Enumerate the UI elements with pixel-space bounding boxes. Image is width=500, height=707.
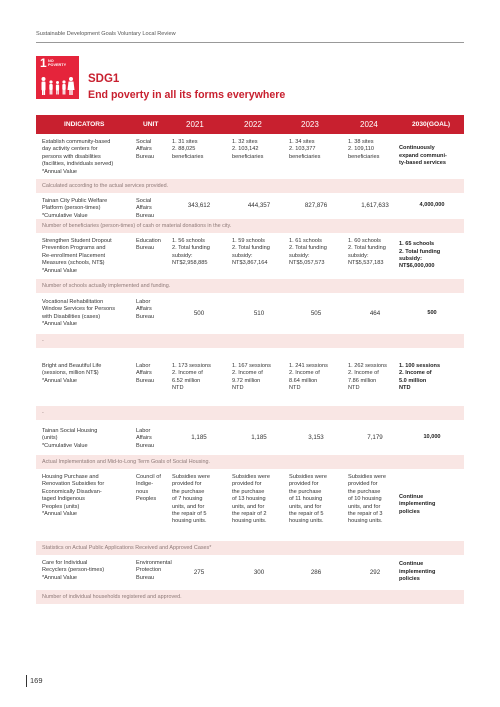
value-cell-2022 — [232, 569, 286, 576]
unit-cell-line: Affairs — [136, 205, 152, 212]
value-cell-2024-line: 2. Income of — [348, 370, 379, 377]
value-cell-2021-line: of 7 housing — [172, 496, 203, 503]
value-cell-2022-line: 444,357 — [247, 202, 271, 209]
value-cell-2022-line: 2. Total funding — [232, 245, 270, 252]
table-row — [36, 193, 464, 219]
indicator-cell-line: Establish community-based — [42, 139, 111, 145]
value-cell-2023-line: 3,153 — [308, 433, 324, 441]
indicator-cell — [42, 238, 134, 275]
value-cell-2022-line: 1. 167 sessions — [232, 363, 271, 369]
indicator-cell-line: Recyclers (person-times) — [42, 567, 105, 574]
value-cell-2021-line: subsidy: — [172, 252, 193, 259]
goal-cell — [399, 494, 459, 516]
value-cell-2021 — [172, 434, 226, 441]
value-cell-2024-line: the purchase — [348, 488, 381, 495]
goal-cell — [402, 202, 462, 209]
value-cell-2024-line: Subsidies were — [348, 474, 386, 480]
value-cell-2024-line: 7.86 million — [348, 377, 377, 384]
goal-cell-line: NTD — [399, 385, 411, 392]
value-cell-2021-line: 6.52 million — [172, 377, 201, 384]
value-cell-2023 — [289, 139, 343, 161]
value-cell-2024-line: 464 — [369, 309, 381, 317]
value-cell-2024-line: of 10 housing — [348, 496, 382, 503]
value-cell-2024 — [348, 363, 402, 393]
value-cell-2022 — [232, 474, 286, 526]
value-cell-2021-line: housing units. — [172, 518, 207, 525]
value-cell-2023-line: beneficiaries — [289, 153, 321, 160]
table-row — [36, 469, 464, 541]
page-number-text: 169 — [30, 676, 43, 685]
value-cell-2023 — [289, 310, 343, 317]
unit-cell-line: Labor — [136, 428, 151, 434]
value-cell-2024 — [348, 434, 402, 441]
value-cell-2021-line: beneficiaries — [172, 153, 204, 160]
header-divider — [36, 42, 464, 43]
unit-cell-line: Affairs — [136, 146, 152, 153]
value-cell-2023-line: 1. 241 sessions — [289, 363, 328, 369]
indicator-cell-line: Window Services for Persons — [42, 306, 116, 313]
unit-cell — [136, 474, 174, 504]
value-cell-2022-line: of 13 housing — [232, 496, 266, 503]
value-cell-2022-line: 2. 103,142 — [232, 146, 259, 153]
value-cell-2024-line: 1. 60 schools — [348, 238, 381, 244]
indicator-cell-line: with Disabilities (cases) — [42, 313, 101, 320]
value-cell-2021 — [172, 363, 226, 393]
sdg-badge-number: 1 — [40, 56, 47, 70]
value-cell-2023-line: the purchase — [289, 488, 322, 495]
unit-cell — [136, 363, 174, 385]
value-cell-2024 — [348, 474, 402, 526]
value-cell-2022 — [232, 202, 286, 209]
value-cell-2023-line: 505 — [310, 309, 322, 317]
indicator-cell-line: Prevention Programs and — [42, 245, 106, 252]
value-cell-2023-line: 827,876 — [304, 202, 328, 209]
indicator-cell-line: *Annual Value — [42, 377, 78, 384]
value-cell-2023-line: 286 — [310, 568, 322, 576]
value-cell-2023 — [289, 202, 343, 209]
unit-cell-line: Bureau — [136, 153, 155, 160]
value-cell-2021-line: NTD — [172, 385, 184, 392]
value-cell-2021-line: 1. 56 schools — [172, 238, 205, 244]
goal-cell-line: 1. 100 sessions — [399, 363, 441, 369]
value-cell-2021 — [172, 569, 226, 576]
indicator-cell-line: Renovation Subsidies for — [42, 481, 105, 488]
value-cell-2022-line: housing units. — [232, 518, 267, 525]
goal-cell-line: expand communi- — [399, 152, 447, 159]
value-cell-2024 — [348, 310, 402, 317]
row-note: Statistics on Actual Public Applications Received and Approved Cases* — [36, 541, 464, 555]
value-cell-2021-line: Subsidies were — [172, 474, 210, 480]
indicator-cell-line: Housing Purchase and — [42, 474, 99, 480]
value-cell-2021-line: 343,612 — [187, 202, 211, 209]
goal-cell — [399, 145, 459, 167]
value-cell-2022-line: the purchase — [232, 488, 265, 495]
value-cell-2023-line: the repair of 5 — [289, 511, 324, 518]
indicator-cell-line: (facilities, individuals served) — [42, 161, 114, 168]
value-cell-2022-line: 9.72 million — [232, 377, 261, 384]
value-cell-2021-line: 1. 173 sessions — [172, 363, 211, 369]
header-2024: 2024 — [360, 120, 378, 129]
row-note: - — [36, 334, 464, 348]
indicator-cell — [42, 474, 134, 518]
unit-cell-line: Bureau — [136, 377, 155, 384]
indicator-cell-line: (units) — [42, 435, 58, 442]
row-note: Calculated according to the actual services provided. — [36, 179, 464, 193]
unit-cell-line: Indige- — [136, 481, 154, 488]
indicator-cell-line: Re-enrollment Placement — [42, 252, 106, 259]
header-2030-goal: 2030(GOAL) — [412, 121, 451, 128]
value-cell-2023-line: NT$5,057,573 — [289, 260, 325, 267]
value-cell-2024-line: 1. 262 sessions — [348, 363, 387, 369]
unit-cell-line: Affairs — [136, 435, 152, 442]
value-cell-2024 — [348, 238, 402, 268]
unit-cell-line: Labor — [136, 363, 151, 369]
value-cell-2022-line: 1. 32 sites — [232, 139, 258, 145]
goal-cell — [402, 434, 462, 441]
value-cell-2023-line: 2. Total funding — [289, 245, 327, 252]
goal-cell-line: 2. Income of — [399, 370, 432, 377]
indicator-cell — [42, 363, 134, 385]
value-cell-2023-line: Subsidies were — [289, 474, 327, 480]
value-cell-2022-line: Subsidies were — [232, 474, 270, 480]
value-cell-2024-line: NT$5,537,183 — [348, 260, 384, 267]
unit-cell-line: Council of — [136, 474, 161, 480]
unit-cell-line: Environmental — [136, 560, 172, 566]
value-cell-2022 — [232, 139, 286, 161]
value-cell-2024-line: the repair of 3 — [348, 511, 383, 518]
unit-cell-line: Education — [136, 238, 161, 244]
row-note: Number of beneficiaries (person-times) of cash or material donations in the city. — [36, 219, 464, 233]
unit-cell-line: Bureau — [136, 212, 155, 219]
goal-cell-line: Continue — [399, 561, 424, 568]
value-cell-2022-line: NTD — [232, 385, 244, 392]
value-cell-2022-line: 300 — [253, 568, 265, 576]
goal-cell-line: 500 — [427, 309, 437, 316]
value-cell-2023 — [289, 363, 343, 393]
goal-cell — [399, 241, 459, 271]
goal-cell-line: 4,000,000 — [419, 202, 445, 208]
unit-cell — [136, 299, 174, 321]
header-2022: 2022 — [244, 120, 262, 129]
value-cell-2023 — [289, 434, 343, 441]
value-cell-2022-line: provided for — [232, 481, 262, 488]
value-cell-2024-line: 2. Total funding — [348, 245, 386, 252]
row-note: - — [36, 406, 464, 420]
value-cell-2021-line: the repair of 5 — [172, 511, 207, 518]
table-row — [36, 348, 464, 406]
value-cell-2024-line: 1. 38 sites — [348, 139, 374, 145]
goal-cell-line: 2. Total funding — [399, 248, 441, 255]
value-cell-2022 — [232, 363, 286, 393]
table-row — [36, 420, 464, 455]
indicator-cell-line: Care for Individual — [42, 560, 88, 566]
value-cell-2023-line: 1. 34 sites — [289, 139, 315, 145]
unit-cell — [136, 198, 174, 220]
value-cell-2022-line: subsidy: — [232, 252, 253, 259]
value-cell-2024-line: NTD — [348, 385, 360, 392]
value-cell-2023-line: housing units. — [289, 518, 324, 525]
header-2021: 2021 — [186, 120, 204, 129]
value-cell-2023 — [289, 569, 343, 576]
unit-cell-line: Labor — [136, 299, 151, 305]
value-cell-2023-line: units, and for — [289, 503, 322, 510]
indicator-cell-line: *Cumulative Value — [42, 212, 88, 219]
value-cell-2022 — [232, 238, 286, 268]
value-cell-2024-line: housing units. — [348, 518, 383, 525]
indicator-cell-line: Platform (person-times) — [42, 205, 101, 212]
value-cell-2022-line: 2. Income of — [232, 370, 263, 377]
value-cell-2021 — [172, 474, 226, 526]
value-cell-2024-line: provided for — [348, 481, 378, 488]
row-note: Actual Implementation and Mid-to-Long Term Goals of Social Housing. — [36, 455, 464, 469]
goal-title: End poverty in all its forms everywhere — [88, 89, 286, 101]
value-cell-2021-line: 2. 88,025 — [172, 146, 196, 153]
unit-cell-line: Bureau — [136, 245, 155, 252]
indicator-cell-line: Economically Disadvan- — [42, 488, 102, 495]
value-cell-2024-line: 7,179 — [367, 433, 383, 441]
indicator-cell — [42, 198, 134, 220]
indicator-cell-line: Strengthen Student Dropout — [42, 238, 112, 244]
row-note: Number of individual households registered and approved. — [36, 590, 464, 604]
value-cell-2023 — [289, 238, 343, 268]
unit-cell-line: Social — [136, 139, 152, 145]
value-cell-2024-line: beneficiaries — [348, 153, 380, 160]
value-cell-2024 — [348, 202, 402, 209]
value-cell-2021-line: 1. 31 sites — [172, 139, 198, 145]
value-cell-2021-line: provided for — [172, 481, 202, 488]
indicator-cell-line: (sessions, million NT$) — [42, 370, 99, 377]
unit-cell-line: Social — [136, 198, 152, 204]
unit-cell-line: Peoples — [136, 496, 157, 503]
document-header: Sustainable Development Goals Voluntary Local Review — [36, 31, 176, 37]
value-cell-2024-line: subsidy: — [348, 252, 369, 259]
unit-cell — [136, 560, 174, 582]
indicator-cell-line: Bright and Beautiful Life — [42, 363, 102, 369]
goal-cell — [399, 561, 459, 583]
indicator-cell-line: *Annual Value — [42, 267, 78, 274]
header-indicators: INDICATORS — [64, 121, 105, 128]
table-row — [36, 555, 464, 590]
unit-cell — [136, 238, 174, 253]
table-header-row — [36, 115, 464, 134]
value-cell-2021 — [172, 139, 226, 161]
value-cell-2021 — [172, 202, 226, 209]
value-cell-2022 — [232, 434, 286, 441]
unit-cell-line: Affairs — [136, 370, 152, 377]
goal-cell-line: Continue — [399, 493, 424, 500]
value-cell-2021-line: 2. Total funding — [172, 245, 210, 252]
value-cell-2024-line: 1,617,633 — [361, 202, 389, 209]
table-row — [36, 233, 464, 279]
unit-cell-line: Affairs — [136, 306, 152, 313]
goal-cell-line: Continuously — [399, 145, 435, 152]
goal-cell-line: subsidy: — [399, 256, 423, 262]
value-cell-2021 — [172, 310, 226, 317]
goal-cell — [402, 310, 462, 317]
value-cell-2022-line: 510 — [253, 309, 265, 317]
unit-cell-line: Bureau — [136, 442, 155, 449]
goal-cell-line: policies — [399, 576, 420, 583]
goal-cell-line: policies — [399, 508, 420, 515]
sdg-badge-label: NO POVERTY — [48, 59, 67, 68]
unit-cell — [136, 139, 174, 161]
indicator-cell-line: *Annual Value — [42, 168, 78, 175]
value-cell-2021-line: units, and for — [172, 503, 205, 510]
indicator-cell-line: *Annual Value — [42, 511, 78, 518]
value-cell-2023 — [289, 474, 343, 526]
value-cell-2023-line: subsidy: — [289, 252, 310, 259]
goal-cell-line: implementing — [399, 501, 436, 508]
goal-code: SDG1 — [88, 73, 120, 85]
table-body — [36, 134, 464, 604]
goal-cell — [399, 363, 459, 393]
value-cell-2024-line: 2. 109,110 — [348, 146, 375, 153]
indicator-cell-line: taged Indigenous — [42, 496, 85, 503]
indicator-cell-line: Vocational Rehabilitation — [42, 299, 104, 305]
table-row — [36, 134, 464, 179]
value-cell-2021-line: 1,185 — [191, 433, 207, 441]
value-cell-2024-line: 292 — [369, 568, 381, 576]
goal-cell-line: 1. 65 schools — [399, 241, 435, 248]
value-cell-2023-line: 8.64 million — [289, 377, 318, 384]
goal-cell-line: ty-based services — [399, 160, 446, 167]
indicator-cell-line: persons with disabilities — [42, 153, 101, 160]
indicator-cell-line: Tainan Social Housing — [42, 428, 98, 434]
indicator-cell-line: Peoples (units) — [42, 503, 80, 510]
goal-cell-line: NT$6,000,000 — [399, 263, 435, 270]
value-cell-2022-line: 1. 59 schools — [232, 238, 265, 244]
value-cell-2022-line: 1,185 — [251, 433, 267, 441]
page-number — [26, 676, 43, 685]
value-cell-2023-line: NTD — [289, 385, 301, 392]
goal-cell-line: 10,000 — [423, 433, 441, 440]
value-cell-2023-line: of 11 housing — [289, 496, 323, 503]
value-cell-2021-line: NT$2,958,885 — [172, 260, 208, 267]
value-cell-2024-line: units, and for — [348, 503, 381, 510]
indicator-cell-line: *Annual Value — [42, 574, 78, 581]
table-row — [36, 293, 464, 334]
indicator-cell-line: Tainan City Public Welfare — [42, 198, 108, 204]
value-cell-2021-line: 2. Income of — [172, 370, 203, 377]
value-cell-2022-line: beneficiaries — [232, 153, 264, 160]
unit-cell-line: Bureau — [136, 313, 155, 320]
value-cell-2023-line: 2. 103,377 — [289, 146, 316, 153]
unit-cell-line: Protection — [136, 567, 162, 574]
value-cell-2021-line: the purchase — [172, 488, 205, 495]
unit-cell — [136, 428, 174, 450]
value-cell-2023-line: 2. Income of — [289, 370, 320, 377]
indicator-cell-line: *Cumulative Value — [42, 442, 88, 449]
indicator-cell-line: Measures (schools, NT$) — [42, 260, 105, 267]
indicator-cell — [42, 139, 134, 176]
value-cell-2023-line: provided for — [289, 481, 319, 488]
value-cell-2022-line: units, and for — [232, 503, 265, 510]
value-cell-2021 — [172, 238, 226, 268]
header-unit: UNIT — [143, 121, 159, 128]
indicator-cell-line: *Annual Value — [42, 321, 78, 328]
goal-cell-line: implementing — [399, 568, 436, 575]
value-cell-2024 — [348, 569, 402, 576]
goal-cell-line: 5.0 million — [399, 377, 427, 384]
sdg1-badge — [36, 56, 79, 99]
indicator-cell — [42, 428, 134, 450]
indicator-cell — [42, 560, 134, 582]
unit-cell-line: nous — [136, 488, 149, 495]
value-cell-2024 — [348, 139, 402, 161]
value-cell-2021-line: 275 — [193, 568, 205, 576]
value-cell-2021-line: 500 — [193, 309, 205, 317]
family-icon — [40, 76, 75, 96]
indicator-table — [36, 115, 464, 604]
value-cell-2022 — [232, 310, 286, 317]
header-2023: 2023 — [301, 120, 319, 129]
value-cell-2022-line: the repair of 2 — [232, 511, 267, 518]
value-cell-2022-line: NT$3,867,164 — [232, 260, 268, 267]
value-cell-2023-line: 1. 61 schools — [289, 238, 322, 244]
unit-cell-line: Bureau — [136, 574, 155, 581]
indicator-cell-line: day activity centers for — [42, 146, 98, 153]
row-note: Number of schools actually implemented and funding. — [36, 279, 464, 293]
indicator-cell — [42, 299, 134, 329]
